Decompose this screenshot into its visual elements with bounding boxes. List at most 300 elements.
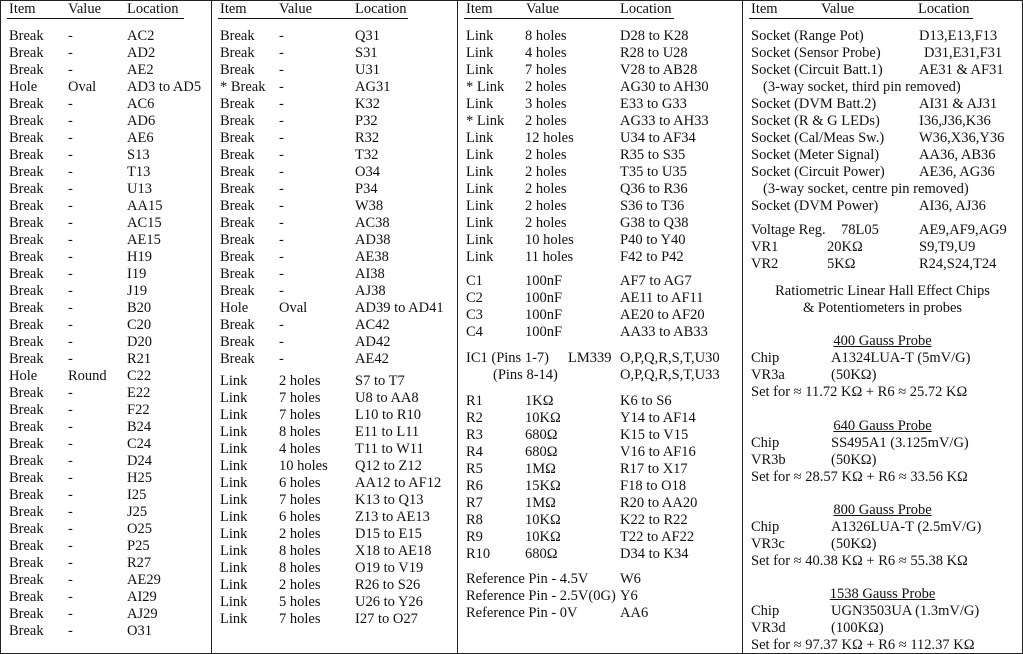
item-cell: Link — [466, 215, 494, 231]
set-for-value: Set for ≈ 28.57 KΩ + R6 ≈ 33.56 KΩ — [751, 469, 968, 485]
value-cell: - — [68, 130, 73, 146]
value-cell: 2 holes — [525, 147, 567, 163]
capacitor-row — [458, 324, 742, 341]
location-cell: Z13 to AE13 — [355, 509, 430, 525]
regulator-item: Voltage Reg. — [751, 222, 826, 238]
location-cell: T32 — [355, 147, 379, 163]
table-row — [212, 390, 457, 407]
value-cell: 2 holes — [279, 526, 321, 542]
resistor-location: V16 to AF16 — [620, 444, 696, 460]
item-cell: Break — [9, 504, 44, 520]
socket-location: I36,J36,K36 — [919, 113, 991, 129]
probe-vr-row — [743, 536, 1022, 553]
ic-location: O,P,Q,R,S,T,U33 — [620, 367, 720, 383]
probe-chip-row — [743, 603, 1022, 620]
resistor-name: R8 — [466, 512, 483, 528]
table-row — [212, 266, 457, 283]
value-cell: - — [68, 96, 73, 112]
resistor-name: R5 — [466, 461, 483, 477]
location-cell: AJ29 — [127, 606, 158, 622]
location-cell: AD39 to AD41 — [355, 300, 444, 316]
resistor-row — [458, 478, 742, 495]
regulator-row — [743, 222, 1022, 239]
table-row — [212, 300, 457, 317]
table-row — [1, 181, 211, 198]
location-cell: AC42 — [355, 317, 390, 333]
value-cell: 2 holes — [525, 164, 567, 180]
value-cell: - — [68, 300, 73, 316]
value-cell: - — [279, 266, 284, 282]
resistor-row — [458, 444, 742, 461]
item-cell: Break — [9, 521, 44, 537]
item-cell: Link — [220, 475, 248, 491]
table-row — [1, 232, 211, 249]
ic-row — [458, 350, 742, 367]
table-row — [1, 504, 211, 521]
table-row — [1, 147, 211, 164]
value-cell: - — [68, 266, 73, 282]
reference-pin-location: Y6 — [620, 588, 638, 604]
table-row — [1, 113, 211, 130]
table-row — [212, 543, 457, 560]
resistor-name: R10 — [466, 546, 491, 562]
location-cell: C24 — [127, 436, 152, 452]
location-cell: AC6 — [127, 96, 155, 112]
table-row — [1, 385, 211, 402]
item-cell: Break — [9, 317, 44, 333]
chip-value: A1326LUA-T (2.5mV/G) — [831, 519, 982, 535]
location-cell: U13 — [127, 181, 152, 197]
table-row — [212, 181, 457, 198]
resistor-location: T22 to AF22 — [620, 529, 695, 545]
table-row — [1, 521, 211, 538]
table-row — [1, 249, 211, 266]
capacitor-name: C2 — [466, 290, 483, 306]
location-cell: S7 to T7 — [355, 373, 405, 389]
probe-setfor-row — [743, 637, 1022, 654]
probe-chip-row — [743, 519, 1022, 536]
reference-pin-location: W6 — [620, 571, 641, 587]
resistor-value: 680Ω — [525, 427, 558, 443]
regulator-location: S9,T9,U9 — [919, 239, 976, 255]
item-cell: Hole — [9, 79, 38, 95]
item-cell: Link — [466, 249, 494, 265]
location-cell: R28 to U28 — [620, 45, 688, 61]
value-cell: 4 holes — [525, 45, 567, 61]
item-cell: Break — [9, 249, 44, 265]
table-row — [1, 215, 211, 232]
chip-label: Chip — [751, 350, 780, 366]
location-cell: AD42 — [355, 334, 391, 350]
value-cell: 2 holes — [279, 373, 321, 389]
socket-location: D31,E31,F31 — [924, 45, 1003, 61]
location-cell: D20 — [127, 334, 152, 350]
location-cell: R27 — [127, 555, 152, 571]
vr-value: (100KΩ) — [831, 620, 884, 636]
chip-label: Chip — [751, 519, 780, 535]
location-cell: Q31 — [355, 28, 380, 44]
item-cell: Link — [220, 594, 248, 610]
item-cell: Break — [220, 266, 255, 282]
value-cell: - — [279, 215, 284, 231]
value-cell: - — [68, 62, 73, 78]
set-for-value: Set for ≈ 11.72 KΩ + R6 ≈ 25.72 KΩ — [751, 384, 968, 400]
table-row — [1, 572, 211, 589]
resistor-name: R6 — [466, 478, 483, 494]
item-cell: Break — [220, 181, 255, 197]
socket-row — [743, 113, 1022, 130]
item-cell: Link — [220, 424, 248, 440]
table-row — [212, 334, 457, 351]
value-cell: 7 holes — [525, 62, 567, 78]
value-cell: 8 holes — [279, 543, 321, 559]
vr-label: VR3d — [751, 620, 786, 636]
item-cell: Break — [220, 215, 255, 231]
value-cell: - — [279, 147, 284, 163]
item-cell: Link — [220, 526, 248, 542]
value-cell: 2 holes — [525, 198, 567, 214]
regulator-location: AE9,AF9,AG9 — [919, 222, 1007, 238]
value-cell: - — [279, 198, 284, 214]
set-for-value: Set for ≈ 97.37 KΩ + R6 ≈ 112.37 KΩ — [751, 637, 975, 653]
value-cell: - — [68, 283, 73, 299]
table-row — [1, 555, 211, 572]
item-cell: Link — [220, 611, 248, 627]
capacitor-name: C1 — [466, 273, 483, 289]
header-item: Item — [9, 1, 36, 17]
location-cell: B20 — [127, 300, 152, 316]
probe-title: 400 Gauss Probe — [833, 333, 932, 349]
table-row — [212, 79, 457, 96]
chip-label: Chip — [751, 435, 780, 451]
location-cell: J19 — [127, 283, 148, 299]
resistor-row — [458, 393, 742, 410]
table-row — [212, 509, 457, 526]
table-row — [212, 441, 457, 458]
resistor-location: K6 to S6 — [620, 393, 672, 409]
value-cell: 2 holes — [525, 215, 567, 231]
location-cell: D24 — [127, 453, 152, 469]
value-cell: 8 holes — [525, 28, 567, 44]
value-cell: - — [68, 572, 73, 588]
item-cell: Link — [220, 543, 248, 559]
table-row — [1, 470, 211, 487]
header-value: Value — [821, 1, 855, 17]
item-cell: Break — [9, 300, 44, 316]
socket-row — [743, 45, 1022, 62]
item-cell: Break — [9, 96, 44, 112]
vr-value: (50KΩ) — [831, 536, 877, 552]
item-cell: Link — [220, 373, 248, 389]
value-cell: 5 holes — [279, 594, 321, 610]
value-cell: 6 holes — [279, 475, 321, 491]
location-cell: D28 to K28 — [620, 28, 689, 44]
location-cell: U26 to Y26 — [355, 594, 423, 610]
value-cell: - — [279, 351, 284, 367]
location-cell: T35 to U35 — [620, 164, 687, 180]
chip-value: UGN3503UA (1.3mV/G) — [831, 603, 980, 619]
value-cell: - — [68, 351, 73, 367]
value-cell: - — [68, 164, 73, 180]
location-cell: I19 — [127, 266, 147, 282]
reference-pin-label: Reference Pin - 0V — [466, 605, 578, 621]
table-row — [212, 283, 457, 300]
table-row — [212, 130, 457, 147]
item-cell: Link — [466, 232, 494, 248]
socket-row — [743, 62, 1022, 79]
socket-note-row — [743, 79, 1022, 96]
regulator-value: 78L05 — [841, 222, 879, 238]
header-location: Location — [918, 1, 970, 17]
item-cell: Break — [9, 555, 44, 571]
item-cell: Break — [9, 232, 44, 248]
location-cell: P32 — [355, 113, 378, 129]
item-cell: Link — [466, 96, 494, 112]
item-cell: Break — [9, 62, 44, 78]
table-row — [458, 164, 742, 181]
item-cell: Break — [220, 130, 255, 146]
resistor-location: R17 to X17 — [620, 461, 688, 477]
item-cell: Break — [9, 28, 44, 44]
value-cell: - — [68, 28, 73, 44]
probe-setfor-row — [743, 469, 1022, 486]
location-cell: AD6 — [127, 113, 156, 129]
socket-row — [743, 147, 1022, 164]
header-underline — [7, 18, 184, 19]
location-cell: AI38 — [355, 266, 385, 282]
location-cell: AG30 to AH30 — [620, 79, 709, 95]
location-cell: E22 — [127, 385, 151, 401]
value-cell: 7 holes — [279, 611, 321, 627]
location-cell: F42 to P42 — [620, 249, 684, 265]
location-cell: AE42 — [355, 351, 389, 367]
socket-row — [743, 164, 1022, 181]
socket-name: Socket (Cal/Meas Sw.) — [751, 130, 885, 146]
value-cell: - — [68, 487, 73, 503]
vr-label: VR3c — [751, 536, 785, 552]
socket-note: (3-way socket, third pin removed) — [763, 79, 961, 95]
table-row — [212, 475, 457, 492]
location-cell: K13 to Q13 — [355, 492, 424, 508]
table-row — [1, 198, 211, 215]
reference-pin-label: Reference Pin - 2.5V(0G) — [466, 588, 616, 604]
reference-pin-row — [458, 588, 742, 605]
regulator-value: 5KΩ — [827, 256, 856, 272]
value-cell: Oval — [68, 79, 97, 95]
header-value: Value — [526, 1, 560, 17]
value-cell: 7 holes — [279, 492, 321, 508]
location-cell: AD3 to AD5 — [127, 79, 202, 95]
socket-name: Socket (Range Pot) — [751, 28, 864, 44]
item-cell: * Break — [220, 79, 266, 95]
item-cell: Break — [9, 606, 44, 622]
value-cell: - — [68, 385, 73, 401]
table-row — [212, 96, 457, 113]
value-cell: 12 holes — [525, 130, 574, 146]
table-row — [212, 424, 457, 441]
item-cell: Break — [9, 436, 44, 452]
socket-row — [743, 96, 1022, 113]
table-row — [212, 594, 457, 611]
regulator-row — [743, 256, 1022, 273]
value-cell: - — [279, 249, 284, 265]
resistor-value: 10KΩ — [525, 410, 561, 426]
item-cell: Break — [9, 402, 44, 418]
location-cell: L10 to R10 — [355, 407, 422, 423]
table-row — [212, 249, 457, 266]
reference-pin-location: AA6 — [620, 605, 649, 621]
location-cell: AG33 to AH33 — [620, 113, 709, 129]
location-cell: O34 — [355, 164, 380, 180]
location-cell: U8 to AA8 — [355, 390, 419, 406]
vr-value: (50KΩ) — [831, 367, 877, 383]
location-cell: C20 — [127, 317, 152, 333]
table-row — [1, 130, 211, 147]
header-item: Item — [466, 1, 493, 17]
item-cell: Break — [220, 28, 255, 44]
probe-vr-row — [743, 620, 1022, 637]
item-cell: Link — [220, 492, 248, 508]
value-cell: 8 holes — [279, 424, 321, 440]
location-cell: O25 — [127, 521, 152, 537]
item-cell: Break — [9, 198, 44, 214]
table-row — [212, 526, 457, 543]
item-cell: Break — [9, 266, 44, 282]
item-cell: Break — [9, 623, 44, 639]
table-row — [212, 113, 457, 130]
item-cell: Break — [9, 215, 44, 231]
table-row — [458, 181, 742, 198]
socket-name: Socket (Sensor Probe) — [751, 45, 881, 61]
socket-row — [743, 130, 1022, 147]
location-cell: S36 to T36 — [620, 198, 685, 214]
item-cell: Link — [220, 458, 248, 474]
value-cell: - — [68, 521, 73, 537]
item-cell: Break — [9, 470, 44, 486]
value-cell: - — [279, 130, 284, 146]
location-cell: AA15 — [127, 198, 163, 214]
resistor-value: 1MΩ — [525, 461, 556, 477]
table-row — [458, 28, 742, 45]
item-cell: * Link — [466, 113, 505, 129]
item-cell: Break — [9, 147, 44, 163]
location-cell: V28 to AB28 — [620, 62, 698, 78]
value-cell: - — [279, 164, 284, 180]
value-cell: - — [279, 334, 284, 350]
location-cell: AE38 — [355, 249, 389, 265]
value-cell: - — [279, 317, 284, 333]
item-cell: Break — [9, 351, 44, 367]
probe-setfor-row — [743, 384, 1022, 401]
table-row — [1, 45, 211, 62]
regulator-location: R24,S24,T24 — [919, 256, 997, 272]
location-cell: X18 to AE18 — [355, 543, 432, 559]
resistor-location: K22 to R22 — [620, 512, 688, 528]
value-cell: 7 holes — [279, 407, 321, 423]
table-row — [212, 232, 457, 249]
socket-note: (3-way socket, centre pin removed) — [763, 181, 969, 197]
item-cell: Break — [220, 198, 255, 214]
item-cell: Break — [9, 589, 44, 605]
chip-value: A1324LUA-T (5mV/G) — [831, 350, 971, 366]
capacitor-name: C3 — [466, 307, 483, 323]
vr-value: (50KΩ) — [831, 452, 877, 468]
item-cell: Break — [220, 334, 255, 350]
socket-row — [743, 198, 1022, 215]
regulator-item: VR1 — [751, 239, 779, 255]
table-row — [1, 317, 211, 334]
table-row — [1, 300, 211, 317]
location-cell: O19 to V19 — [355, 560, 424, 576]
vr-label: VR3a — [751, 367, 785, 383]
item-cell: Link — [220, 390, 248, 406]
resistor-value: 1MΩ — [525, 495, 556, 511]
regulator-value: 20KΩ — [827, 239, 863, 255]
location-cell: U31 — [355, 62, 380, 78]
item-cell: Link — [466, 62, 494, 78]
item-cell: Break — [220, 96, 255, 112]
value-cell: - — [68, 470, 73, 486]
value-cell: - — [68, 198, 73, 214]
location-cell: P34 — [355, 181, 378, 197]
location-cell: S13 — [127, 147, 150, 163]
table-row — [212, 492, 457, 509]
value-cell: - — [68, 317, 73, 333]
table-row — [212, 198, 457, 215]
resistor-value: 680Ω — [525, 546, 558, 562]
vr-label: VR3b — [751, 452, 786, 468]
table-row — [212, 164, 457, 181]
socket-row — [743, 28, 1022, 45]
resistor-row — [458, 495, 742, 512]
resistor-name: R9 — [466, 529, 483, 545]
location-cell: B24 — [127, 419, 152, 435]
location-cell: T13 — [127, 164, 151, 180]
location-cell: AD38 — [355, 232, 391, 248]
table-row — [458, 62, 742, 79]
ic-pins: IC1 (Pins 1-7) — [466, 350, 549, 366]
chip-label: Chip — [751, 603, 780, 619]
header-underline — [749, 18, 973, 19]
resistor-value: 10KΩ — [525, 512, 561, 528]
item-cell: Break — [220, 283, 255, 299]
location-cell: I25 — [127, 487, 147, 503]
location-cell: AG31 — [355, 79, 391, 95]
column-2 — [212, 1, 458, 653]
value-cell: - — [68, 623, 73, 639]
table-row — [212, 317, 457, 334]
table-row — [1, 623, 211, 640]
ic-row — [458, 367, 742, 384]
header-location: Location — [127, 1, 179, 17]
table-row — [1, 419, 211, 436]
item-cell: Break — [220, 164, 255, 180]
item-cell: Break — [9, 130, 44, 146]
item-cell: Link — [220, 441, 248, 457]
value-cell: - — [279, 28, 284, 44]
table-row — [1, 28, 211, 45]
socket-location: D13,E13,F13 — [919, 28, 998, 44]
item-cell: Break — [9, 453, 44, 469]
table-row — [1, 538, 211, 555]
resistor-name: R2 — [466, 410, 483, 426]
table-row — [212, 373, 457, 390]
table-row — [1, 334, 211, 351]
item-cell: Break — [9, 181, 44, 197]
value-cell: - — [68, 402, 73, 418]
item-cell: Break — [9, 538, 44, 554]
value-cell: - — [279, 283, 284, 299]
